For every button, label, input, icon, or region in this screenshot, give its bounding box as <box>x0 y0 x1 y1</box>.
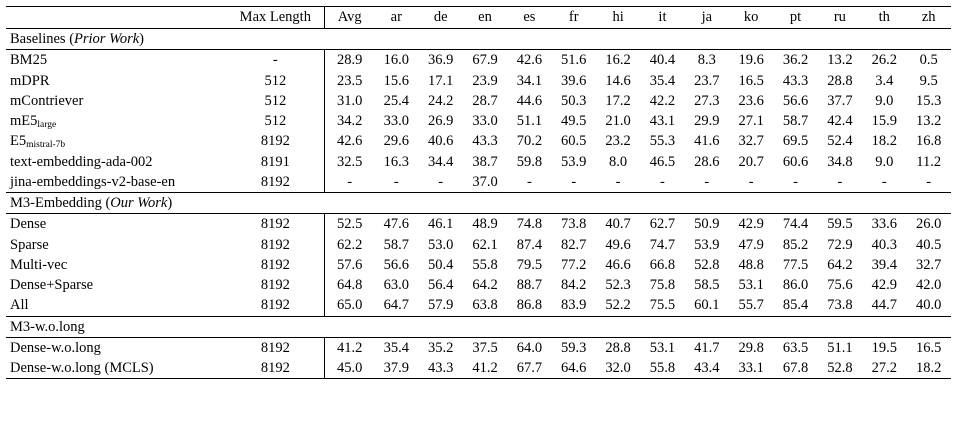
cell-it: 43.1 <box>649 113 676 130</box>
cell-avg: 41.2 <box>325 337 374 358</box>
cell-avg: - <box>325 172 374 193</box>
cell-en: 67.9 <box>463 50 507 71</box>
cell-hi: 52.2 <box>605 297 631 314</box>
column-header-ja: ja <box>685 7 729 29</box>
cell-fr: 60.5 <box>561 133 587 150</box>
cell-ru: 34.8 <box>827 153 853 170</box>
cell-max-length: 8192 <box>226 337 324 358</box>
cell-ar: 35.4 <box>374 337 418 358</box>
cell-ru: 51.1 <box>818 337 862 358</box>
cell-ru: 37.7 <box>827 92 853 109</box>
cell-it: 75.5 <box>649 297 676 314</box>
cell-de: - <box>438 173 444 190</box>
cell-hi: 28.8 <box>596 337 640 358</box>
table-row <box>6 358 951 379</box>
results-table <box>6 6 951 379</box>
cell-it: 75.8 <box>649 277 676 294</box>
cell-zh: 18.2 <box>906 358 951 379</box>
table-row <box>6 295 951 316</box>
column-header-ru: ru <box>818 7 862 29</box>
cell-es: 87.4 <box>516 236 543 253</box>
cell-de: 40.6 <box>427 133 454 150</box>
cell-ru: 73.8 <box>827 297 853 314</box>
cell-model-name: Multi-vec <box>10 256 68 273</box>
cell-model-name: $E5_{mistral-7b}$ <box>10 133 66 151</box>
cell-ru: 52.8 <box>818 358 862 379</box>
cell-ja: 58.5 <box>694 277 720 294</box>
cell-th: - <box>881 173 887 190</box>
cell-hi: 21.0 <box>605 113 631 130</box>
cell-en: 37.0 <box>472 173 498 190</box>
cell-hi: 32.0 <box>596 358 640 379</box>
cell-hi: 23.2 <box>605 133 631 150</box>
cell-th: 33.6 <box>862 214 906 235</box>
cell-th: 3.4 <box>875 72 894 89</box>
cell-es: 88.7 <box>516 277 543 294</box>
cell-ja: 23.7 <box>694 72 720 89</box>
cell-fr: 59.3 <box>552 337 596 358</box>
cell-ko: 32.7 <box>738 133 764 150</box>
cell-fr: 73.8 <box>552 214 596 235</box>
cell-it: 55.8 <box>640 358 684 379</box>
cell-ru: 52.4 <box>827 133 853 150</box>
cell-zh: 9.5 <box>919 72 938 89</box>
cell-pt: 85.4 <box>782 297 809 314</box>
cell-de: 50.4 <box>427 256 454 273</box>
column-header-fr: fr <box>552 7 596 29</box>
cell-ar: 29.6 <box>383 133 409 150</box>
cell-zh: 13.2 <box>916 113 942 130</box>
cell-fr: 84.2 <box>561 277 587 294</box>
cell-it: 35.4 <box>649 72 676 89</box>
section-header-row <box>6 193 951 214</box>
cell-max-length: 512 <box>264 92 287 109</box>
cell-ar: 16.3 <box>383 153 409 170</box>
cell-zh: 42.0 <box>916 277 942 294</box>
table-row <box>6 91 951 111</box>
cell-th: 44.7 <box>871 297 897 314</box>
cell-ar: - <box>393 173 399 190</box>
cell-max-length: - <box>226 50 324 71</box>
cell-de: 24.2 <box>427 92 454 109</box>
cell-pt: 36.2 <box>773 50 817 71</box>
cell-en: 23.9 <box>472 72 498 89</box>
section-title: M3-Embedding (Our Work) <box>6 193 951 214</box>
cell-en: 38.7 <box>472 153 498 170</box>
cell-ar: 47.6 <box>374 214 418 235</box>
cell-ja: - <box>704 173 710 190</box>
cell-fr: 50.3 <box>561 92 587 109</box>
column-header-model <box>6 7 226 29</box>
cell-fr: 53.9 <box>561 153 587 170</box>
cell-ru: 64.2 <box>827 256 853 273</box>
cell-es: 86.8 <box>516 297 543 314</box>
cell-hi: 8.0 <box>609 153 628 170</box>
cell-ar: 56.6 <box>383 256 409 273</box>
cell-th: 27.2 <box>862 358 906 379</box>
cell-zh: 16.8 <box>916 133 942 150</box>
cell-pt: 77.5 <box>782 256 809 273</box>
cell-th: 9.0 <box>875 92 894 109</box>
cell-de: 34.4 <box>427 153 454 170</box>
cell-hi: - <box>615 173 621 190</box>
cell-zh: 26.0 <box>906 214 951 235</box>
cell-ko: 27.1 <box>738 113 764 130</box>
cell-ar: 58.7 <box>383 236 409 253</box>
cell-ko: 42.9 <box>729 214 773 235</box>
cell-ja: 27.3 <box>694 92 720 109</box>
cell-de: 43.3 <box>418 358 462 379</box>
cell-ja: 8.3 <box>685 50 729 71</box>
cell-model-name: Dense-w.o.long <box>6 337 226 358</box>
cell-th: 18.2 <box>871 133 897 150</box>
cell-avg: 45.0 <box>325 358 374 379</box>
cell-ja: 41.7 <box>685 337 729 358</box>
cell-th: 26.2 <box>862 50 906 71</box>
cell-max-length: 8192 <box>260 133 290 150</box>
cell-es: 59.8 <box>516 153 543 170</box>
cell-avg: 34.2 <box>325 111 374 131</box>
cell-ar: 15.6 <box>383 72 409 89</box>
cell-ko: 19.6 <box>729 50 773 71</box>
cell-fr: 64.6 <box>552 358 596 379</box>
cell-hi: 14.6 <box>605 72 631 89</box>
cell-fr: 82.7 <box>561 236 587 253</box>
cell-ko: - <box>748 173 754 190</box>
cell-es: 74.8 <box>507 214 551 235</box>
cell-zh: 40.5 <box>916 236 942 253</box>
cell-avg: 23.5 <box>325 71 374 91</box>
cell-pt: 74.4 <box>773 214 817 235</box>
cell-pt: 86.0 <box>782 277 809 294</box>
cell-fr: 77.2 <box>561 256 587 273</box>
column-header-it: it <box>640 7 684 29</box>
cell-es: 64.0 <box>507 337 551 358</box>
cell-max-length: 8192 <box>260 297 290 314</box>
section-title: M3-w.o.long <box>6 316 951 337</box>
cell-ar: 16.0 <box>374 50 418 71</box>
cell-zh: 40.0 <box>916 297 942 314</box>
cell-avg: 32.5 <box>325 152 374 172</box>
cell-de: 17.1 <box>427 72 454 89</box>
cell-avg: 31.0 <box>325 91 374 111</box>
cell-model-name: BM25 <box>6 50 226 71</box>
cell-max-length: 8192 <box>260 256 290 273</box>
cell-fr: 51.6 <box>552 50 596 71</box>
cell-it: - <box>660 173 665 190</box>
cell-ar: 64.7 <box>383 297 409 314</box>
column-header-de: de <box>418 7 462 29</box>
cell-ru: 75.6 <box>827 277 853 294</box>
table-header-row <box>6 7 951 29</box>
table-row <box>6 71 951 91</box>
cell-model-name: mDPR <box>10 72 50 89</box>
cell-es: - <box>526 173 532 190</box>
cell-ru: - <box>837 173 843 190</box>
cell-de: 46.1 <box>418 214 462 235</box>
cell-th: 40.3 <box>871 236 897 253</box>
cell-fr: 49.5 <box>561 113 587 130</box>
cell-en: 28.7 <box>472 92 498 109</box>
cell-max-length: 8192 <box>260 236 290 253</box>
cell-ja: 29.9 <box>694 113 720 130</box>
table-row <box>6 337 951 358</box>
cell-ko: 23.6 <box>738 92 764 109</box>
cell-it: 62.7 <box>640 214 684 235</box>
cell-hi: 49.6 <box>605 236 631 253</box>
table-row <box>6 255 951 275</box>
cell-zh: - <box>926 173 932 190</box>
cell-es: 67.7 <box>507 358 551 379</box>
cell-max-length: 8192 <box>260 173 290 190</box>
table-row <box>6 172 951 193</box>
cell-zh: 16.5 <box>906 337 951 358</box>
cell-max-length: 8192 <box>260 277 290 294</box>
cell-pt: 69.5 <box>782 133 809 150</box>
cell-en: 63.8 <box>472 297 498 314</box>
cell-pt: 56.6 <box>782 92 809 109</box>
cell-th: 9.0 <box>875 153 894 170</box>
cell-en: 41.2 <box>463 358 507 379</box>
cell-avg: 65.0 <box>325 295 374 316</box>
cell-pt: 85.2 <box>782 236 809 253</box>
section-header-row <box>6 316 951 337</box>
table-row <box>6 275 951 295</box>
cell-es: 42.6 <box>507 50 551 71</box>
cell-model-name: Dense-w.o.long (MCLS) <box>6 358 226 379</box>
cell-avg: 42.6 <box>325 131 374 151</box>
cell-max-length: 8192 <box>226 358 324 379</box>
cell-ja: 41.6 <box>694 133 720 150</box>
column-header-pt: pt <box>773 7 817 29</box>
cell-zh: 15.3 <box>916 92 942 109</box>
cell-th: 42.9 <box>871 277 897 294</box>
cell-ko: 16.5 <box>738 72 764 89</box>
cell-ja: 53.9 <box>694 236 720 253</box>
cell-fr: 39.6 <box>561 72 587 89</box>
cell-it: 46.5 <box>649 153 676 170</box>
cell-ko: 20.7 <box>738 153 764 170</box>
cell-model-name: text-embedding-ada-002 <box>10 153 153 170</box>
cell-th: 15.9 <box>871 113 897 130</box>
cell-de: 35.2 <box>418 337 462 358</box>
cell-ko: 55.7 <box>738 297 764 314</box>
cell-ko: 33.1 <box>729 358 773 379</box>
cell-zh: 11.2 <box>916 153 942 170</box>
cell-it: 42.2 <box>649 92 676 109</box>
cell-hi: 52.3 <box>605 277 631 294</box>
table-row <box>6 235 951 255</box>
cell-max-length: 512 <box>264 72 287 89</box>
cell-es: 44.6 <box>516 92 543 109</box>
cell-en: 48.9 <box>463 214 507 235</box>
cell-th: 19.5 <box>862 337 906 358</box>
cell-es: 34.1 <box>516 72 543 89</box>
cell-hi: 17.2 <box>605 92 631 109</box>
cell-fr: - <box>571 173 577 190</box>
column-header-th: th <box>862 7 906 29</box>
cell-ja: 52.8 <box>694 256 720 273</box>
cell-th: 39.4 <box>871 256 897 273</box>
cell-en: 55.8 <box>472 256 498 273</box>
column-header-es: es <box>507 7 551 29</box>
table-row <box>6 131 951 151</box>
cell-avg: 62.2 <box>325 235 374 255</box>
cell-zh: 32.7 <box>916 256 942 273</box>
cell-model-name: Dense+Sparse <box>10 277 94 294</box>
cell-ko: 53.1 <box>738 277 764 294</box>
cell-pt: - <box>793 173 798 190</box>
column-header-en: en <box>463 7 507 29</box>
section-title: Baselines (Prior Work) <box>10 31 144 48</box>
cell-hi: 46.6 <box>605 256 631 273</box>
section-header-row <box>6 29 951 50</box>
cell-it: 55.3 <box>649 133 676 150</box>
cell-ar: 33.0 <box>383 113 409 130</box>
cell-ar: 25.4 <box>383 92 409 109</box>
cell-model-name: jina-embeddings-v2-base-en <box>10 173 176 190</box>
cell-de: 57.9 <box>427 297 454 314</box>
cell-model-name: $mE5_{large}$ <box>10 113 57 131</box>
column-header-max-length: Max Length <box>226 7 324 29</box>
cell-en: 62.1 <box>472 236 498 253</box>
cell-hi: 16.2 <box>596 50 640 71</box>
cell-en: 37.5 <box>463 337 507 358</box>
cell-pt: 67.8 <box>773 358 817 379</box>
cell-it: 74.7 <box>649 236 676 253</box>
cell-es: 79.5 <box>516 256 543 273</box>
column-header-ar: ar <box>374 7 418 29</box>
cell-it: 40.4 <box>640 50 684 71</box>
cell-de: 53.0 <box>427 236 454 253</box>
cell-ru: 72.9 <box>827 236 853 253</box>
cell-hi: 40.7 <box>596 214 640 235</box>
cell-de: 36.9 <box>418 50 462 71</box>
cell-avg: 28.9 <box>325 50 374 71</box>
cell-zh: 0.5 <box>906 50 951 71</box>
cell-avg: 64.8 <box>325 275 374 295</box>
cell-ru: 42.4 <box>827 113 853 130</box>
cell-en: 43.3 <box>472 133 498 150</box>
cell-ja: 60.1 <box>694 297 720 314</box>
cell-es: 70.2 <box>516 133 543 150</box>
column-header-zh: zh <box>906 7 951 29</box>
cell-fr: 83.9 <box>561 297 587 314</box>
cell-pt: 58.7 <box>782 113 809 130</box>
column-header-avg: Avg <box>325 7 374 29</box>
column-header-ko: ko <box>729 7 773 29</box>
cell-model-name: All <box>10 297 29 314</box>
column-header-hi: hi <box>596 7 640 29</box>
cell-ko: 29.8 <box>729 337 773 358</box>
cell-ja: 28.6 <box>694 153 720 170</box>
cell-ar: 63.0 <box>383 277 409 294</box>
results-table-body <box>6 7 951 379</box>
cell-ru: 13.2 <box>818 50 862 71</box>
cell-ko: 48.8 <box>738 256 764 273</box>
cell-it: 66.8 <box>649 256 676 273</box>
cell-de: 26.9 <box>427 113 454 130</box>
cell-model-name: Sparse <box>10 236 49 253</box>
cell-max-length: 8191 <box>260 153 290 170</box>
cell-ko: 47.9 <box>738 236 764 253</box>
cell-pt: 63.5 <box>773 337 817 358</box>
cell-de: 56.4 <box>427 277 454 294</box>
cell-model-name: Dense <box>6 214 226 235</box>
cell-avg: 52.5 <box>325 214 374 235</box>
table-row <box>6 111 951 131</box>
table-row <box>6 50 951 71</box>
cell-ar: 37.9 <box>374 358 418 379</box>
cell-ru: 59.5 <box>818 214 862 235</box>
table-row <box>6 214 951 235</box>
cell-it: 53.1 <box>640 337 684 358</box>
cell-model-name: mContriever <box>10 92 84 109</box>
cell-en: 33.0 <box>472 113 498 130</box>
cell-ja: 50.9 <box>685 214 729 235</box>
cell-pt: 43.3 <box>782 72 809 89</box>
cell-avg: 57.6 <box>325 255 374 275</box>
cell-pt: 60.6 <box>782 153 809 170</box>
cell-ja: 43.4 <box>685 358 729 379</box>
cell-es: 51.1 <box>516 113 543 130</box>
cell-en: 64.2 <box>472 277 498 294</box>
cell-ru: 28.8 <box>827 72 853 89</box>
cell-max-length: 8192 <box>226 214 324 235</box>
table-row <box>6 152 951 172</box>
cell-max-length: 512 <box>264 113 287 130</box>
